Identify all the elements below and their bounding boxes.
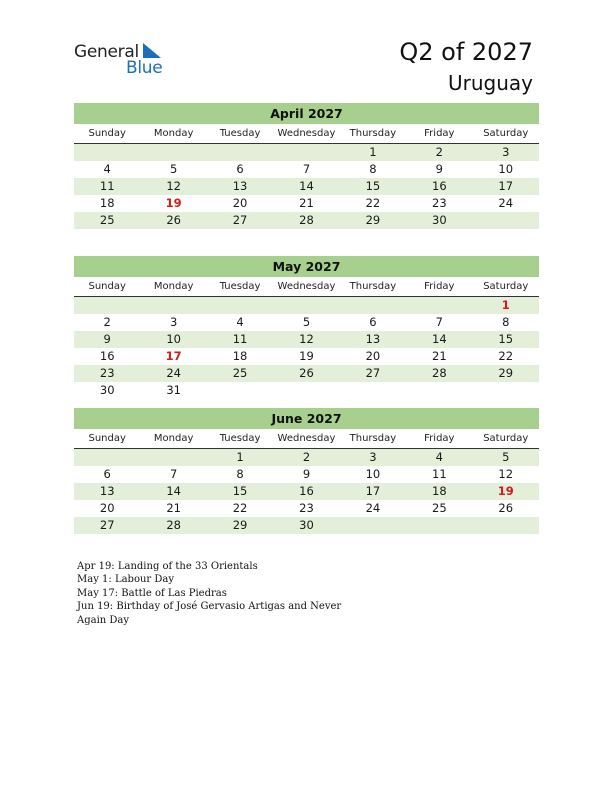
day-cell: 18 bbox=[432, 484, 447, 498]
day-cell: 10 bbox=[498, 162, 514, 176]
week-row bbox=[74, 483, 539, 500]
day-cell: 18 bbox=[232, 349, 248, 363]
country-name: Uruguay bbox=[448, 71, 533, 95]
day-cell: 9 bbox=[103, 332, 111, 346]
day-cell: 3 bbox=[369, 450, 377, 464]
day-cell: 6 bbox=[236, 162, 244, 176]
day-cell: 8 bbox=[369, 162, 377, 176]
weekday-label: Sunday bbox=[88, 281, 126, 292]
day-cell: 6 bbox=[103, 467, 111, 481]
month-calendar bbox=[74, 103, 539, 229]
day-cell: 8 bbox=[502, 315, 510, 329]
week-row bbox=[74, 178, 539, 195]
week-row bbox=[74, 365, 539, 382]
day-cell: 26 bbox=[498, 501, 514, 515]
day-cell: 19 bbox=[299, 349, 314, 363]
weekday-header-row bbox=[74, 431, 539, 449]
weekday-label: Friday bbox=[424, 433, 455, 444]
day-cell: 6 bbox=[369, 315, 377, 329]
holiday-note: Jun 19: Birthday of José Gervasio Artigas and Never bbox=[77, 601, 342, 613]
logo-word-general: General bbox=[74, 42, 139, 62]
day-cell: 5 bbox=[169, 162, 178, 176]
day-cell: 1 bbox=[236, 450, 244, 464]
day-cell: 18 bbox=[99, 196, 115, 210]
day-cell: 29 bbox=[365, 213, 381, 227]
weekday-label: Sunday bbox=[88, 433, 126, 444]
day-cell: 16 bbox=[299, 484, 314, 498]
day-cell: 2 bbox=[103, 315, 111, 329]
day-cell: 5 bbox=[302, 315, 311, 329]
day-cell: 23 bbox=[432, 196, 447, 210]
empty-day-cell bbox=[74, 144, 140, 161]
day-cell: 20 bbox=[232, 196, 248, 210]
day-cell: 4 bbox=[103, 162, 111, 176]
day-cell: 22 bbox=[232, 501, 248, 515]
empty-day-cell bbox=[74, 449, 140, 466]
day-cell: 11 bbox=[232, 332, 248, 346]
day-cell: 11 bbox=[99, 179, 115, 193]
day-cell: 21 bbox=[166, 501, 181, 515]
weekday-label: Saturday bbox=[483, 433, 529, 444]
day-cell: 28 bbox=[166, 518, 181, 532]
month-calendar bbox=[74, 408, 539, 534]
day-cell: 14 bbox=[432, 332, 447, 346]
week-row bbox=[74, 297, 539, 314]
day-cell: 21 bbox=[299, 196, 314, 210]
empty-day-cell bbox=[140, 449, 206, 466]
day-cell: 13 bbox=[232, 179, 248, 193]
day-cell: 30 bbox=[99, 383, 115, 397]
logo-word-blue: Blue bbox=[126, 58, 163, 78]
week-row bbox=[74, 517, 539, 534]
day-cell: 3 bbox=[502, 145, 510, 159]
week-row bbox=[74, 348, 539, 365]
day-cell: 7 bbox=[302, 162, 311, 176]
weekday-header-row bbox=[74, 126, 539, 144]
empty-day-cell bbox=[340, 297, 406, 314]
day-cell: 22 bbox=[365, 196, 381, 210]
holiday-note: Apr 19: Landing of the 33 Orientals bbox=[77, 561, 258, 572]
week-row bbox=[74, 195, 539, 212]
weekday-label: Thursday bbox=[349, 128, 397, 139]
month-calendar bbox=[74, 256, 539, 399]
page-title: Q2 of 2027 bbox=[399, 38, 533, 66]
holiday-notes bbox=[77, 560, 341, 627]
day-cell: 24 bbox=[166, 366, 181, 380]
day-cell: 28 bbox=[432, 366, 447, 380]
day-cell: 25 bbox=[232, 366, 248, 380]
weekday-label: Wednesday bbox=[277, 128, 336, 139]
day-cell: 29 bbox=[498, 366, 514, 380]
day-cell: 13 bbox=[365, 332, 381, 346]
empty-day-cell bbox=[406, 517, 472, 534]
day-cell: 25 bbox=[99, 213, 115, 227]
week-row bbox=[74, 466, 539, 483]
empty-day-cell bbox=[273, 144, 339, 161]
empty-day-cell bbox=[340, 517, 406, 534]
day-cell: 2 bbox=[302, 450, 311, 464]
empty-day-cell bbox=[473, 212, 539, 229]
month-title: May 2027 bbox=[74, 256, 539, 277]
weekday-label: Wednesday bbox=[277, 281, 336, 292]
day-cell: 4 bbox=[236, 315, 244, 329]
day-cell: 31 bbox=[166, 383, 181, 397]
day-cell: 21 bbox=[432, 349, 447, 363]
weekday-header-row bbox=[74, 279, 539, 297]
day-cell: 30 bbox=[299, 518, 314, 532]
empty-day-cell bbox=[406, 382, 472, 399]
day-cell: 2 bbox=[435, 145, 443, 159]
day-cell: 26 bbox=[166, 213, 181, 227]
day-cell: 4 bbox=[435, 450, 443, 464]
day-cell: 9 bbox=[302, 467, 311, 481]
day-cell: 1 bbox=[369, 145, 377, 159]
day-cell: 27 bbox=[365, 366, 381, 380]
weekday-label: Saturday bbox=[483, 128, 529, 139]
day-cell: 17 bbox=[165, 349, 182, 363]
week-row bbox=[74, 449, 539, 466]
weekday-label: Tuesday bbox=[219, 128, 261, 139]
day-cell: 11 bbox=[432, 467, 447, 481]
logo bbox=[74, 40, 184, 80]
weekday-label: Tuesday bbox=[219, 433, 261, 444]
day-cell: 17 bbox=[498, 179, 514, 193]
weekday-label: Saturday bbox=[483, 281, 529, 292]
day-cell: 15 bbox=[365, 179, 381, 193]
day-cell: 20 bbox=[365, 349, 381, 363]
weekday-label: Sunday bbox=[88, 128, 126, 139]
day-cell: 12 bbox=[166, 179, 181, 193]
day-cell: 13 bbox=[99, 484, 115, 498]
day-cell: 17 bbox=[365, 484, 381, 498]
empty-day-cell bbox=[140, 144, 206, 161]
day-cell: 14 bbox=[166, 484, 181, 498]
week-row bbox=[74, 212, 539, 229]
day-cell: 3 bbox=[169, 315, 178, 329]
day-cell: 28 bbox=[299, 213, 314, 227]
empty-day-cell bbox=[273, 382, 339, 399]
day-cell: 26 bbox=[299, 366, 314, 380]
day-cell: 5 bbox=[502, 450, 510, 464]
day-cell: 19 bbox=[497, 484, 514, 498]
day-cell: 1 bbox=[501, 298, 510, 312]
day-cell: 9 bbox=[435, 162, 443, 176]
weekday-label: Thursday bbox=[349, 281, 397, 292]
day-cell: 8 bbox=[236, 467, 244, 481]
day-cell: 10 bbox=[365, 467, 381, 481]
day-cell: 12 bbox=[498, 467, 514, 481]
day-cell: 7 bbox=[435, 315, 443, 329]
logo-triangle-icon bbox=[141, 43, 161, 59]
weekday-label: Monday bbox=[153, 128, 194, 139]
empty-day-cell bbox=[273, 297, 339, 314]
empty-day-cell bbox=[207, 144, 273, 161]
empty-day-cell bbox=[207, 382, 273, 399]
day-cell: 29 bbox=[232, 518, 248, 532]
day-cell: 23 bbox=[99, 366, 115, 380]
weekday-label: Tuesday bbox=[219, 281, 261, 292]
day-cell: 24 bbox=[365, 501, 381, 515]
day-cell: 27 bbox=[99, 518, 115, 532]
holiday-note: May 1: Labour Day bbox=[77, 574, 174, 586]
day-cell: 16 bbox=[432, 179, 447, 193]
empty-day-cell bbox=[140, 297, 206, 314]
empty-day-cell bbox=[473, 382, 539, 399]
holiday-note: Again Day bbox=[77, 614, 130, 626]
day-cell: 7 bbox=[169, 467, 178, 481]
weekday-label: Monday bbox=[153, 433, 194, 444]
empty-day-cell bbox=[207, 297, 273, 314]
day-cell: 23 bbox=[299, 501, 314, 515]
month-title: June 2027 bbox=[74, 408, 539, 429]
week-row bbox=[74, 382, 539, 399]
day-cell: 22 bbox=[498, 349, 514, 363]
day-cell: 10 bbox=[166, 332, 181, 346]
weekday-label: Monday bbox=[153, 281, 194, 292]
day-cell: 25 bbox=[432, 501, 447, 515]
week-row bbox=[74, 144, 539, 161]
weekday-label: Thursday bbox=[349, 433, 397, 444]
month-title: April 2027 bbox=[74, 103, 539, 124]
week-row bbox=[74, 331, 539, 348]
holiday-note: May 17: Battle of Las Piedras bbox=[77, 587, 227, 599]
weekday-label: Friday bbox=[424, 281, 455, 292]
weekday-label: Wednesday bbox=[277, 433, 336, 444]
day-cell: 15 bbox=[232, 484, 248, 498]
empty-day-cell bbox=[340, 382, 406, 399]
week-row bbox=[74, 500, 539, 517]
day-cell: 24 bbox=[498, 196, 514, 210]
weekday-label: Friday bbox=[424, 128, 455, 139]
week-row bbox=[74, 161, 539, 178]
day-cell: 14 bbox=[299, 179, 314, 193]
day-cell: 30 bbox=[432, 213, 447, 227]
day-cell: 16 bbox=[99, 349, 115, 363]
day-cell: 19 bbox=[165, 196, 182, 210]
empty-day-cell bbox=[406, 297, 472, 314]
week-row bbox=[74, 314, 539, 331]
empty-day-cell bbox=[473, 517, 539, 534]
day-cell: 12 bbox=[299, 332, 314, 346]
day-cell: 27 bbox=[232, 213, 248, 227]
day-cell: 15 bbox=[498, 332, 514, 346]
day-cell: 20 bbox=[99, 501, 115, 515]
empty-day-cell bbox=[74, 297, 140, 314]
